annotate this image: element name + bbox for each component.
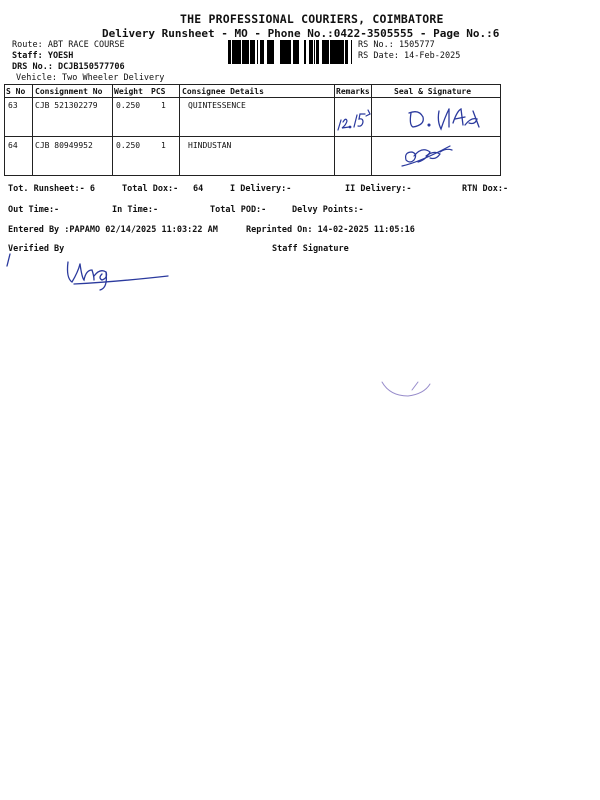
barcode-bar bbox=[326, 40, 328, 64]
barcode-bar bbox=[263, 40, 264, 64]
barcode-bar bbox=[310, 40, 311, 64]
barcode-bar bbox=[316, 40, 317, 64]
document-subtitle: Delivery Runsheet - MO - Phone No.:0422-3505555 - Page No.:6 bbox=[102, 27, 500, 40]
barcode-bar bbox=[268, 40, 269, 64]
row-1-consignee: QUINTESSENCE bbox=[188, 101, 246, 110]
row-1-pcs: 1 bbox=[161, 101, 166, 110]
barcode-bar bbox=[304, 40, 305, 64]
in-time: In Time:- bbox=[112, 205, 159, 215]
i-delivery: I Delivery:- bbox=[230, 184, 292, 194]
barcode-bar bbox=[238, 40, 240, 64]
verified-by-signature bbox=[4, 252, 174, 292]
barcode-bar bbox=[230, 40, 231, 64]
barcode-bar bbox=[328, 40, 329, 64]
entered-by: Entered By :PAPAMO 02/14/2025 11:03:22 AM bbox=[8, 225, 218, 235]
barcode-bar bbox=[351, 40, 352, 64]
barcode-bar bbox=[284, 40, 287, 64]
barcode-bar bbox=[269, 40, 271, 64]
drs-number: DRS No.: DCJB150577706 bbox=[12, 62, 125, 72]
header-consignment: Consignment No bbox=[35, 87, 103, 96]
barcode-bar bbox=[228, 40, 229, 64]
staff-label: Staff: YOESH bbox=[12, 51, 74, 61]
barcode-bar bbox=[305, 40, 306, 64]
barcode-bar bbox=[341, 40, 344, 64]
barcode-bar bbox=[250, 40, 251, 64]
barcode-bar bbox=[229, 40, 230, 64]
barcode-bar bbox=[267, 40, 268, 64]
rs-date: RS Date: 14-Feb-2025 bbox=[358, 51, 461, 61]
row-1-weight: 0.250 bbox=[116, 101, 141, 110]
staff-signature-label: Staff Signature bbox=[272, 244, 349, 254]
barcode-bar bbox=[244, 40, 246, 64]
barcode-bar bbox=[312, 40, 313, 64]
barcode-bar bbox=[253, 40, 255, 64]
stray-mark-stamp bbox=[378, 376, 434, 400]
verified-by-label: Verified By bbox=[8, 244, 65, 254]
barcode-bar bbox=[295, 40, 298, 64]
row-2-sno: 64 bbox=[8, 141, 18, 150]
barcode-bar bbox=[330, 40, 331, 64]
row-2-consignee: HINDUSTAN bbox=[188, 141, 232, 150]
seal-signature-row-2 bbox=[400, 140, 460, 170]
barcode-bar bbox=[317, 40, 318, 64]
barcode-bar bbox=[240, 40, 241, 64]
barcode-bar bbox=[334, 40, 335, 64]
barcode-bar bbox=[262, 40, 263, 64]
barcode-bar bbox=[287, 40, 289, 64]
total-pod: Total POD:- bbox=[210, 205, 267, 215]
barcode-bar bbox=[309, 40, 310, 64]
barcode-bar bbox=[260, 40, 262, 64]
rtn-dox: RTN Dox:- bbox=[462, 184, 509, 194]
delvy-points: Delvy Points:- bbox=[292, 205, 364, 215]
header-weight: Weight bbox=[114, 87, 143, 96]
barcode-bar bbox=[242, 40, 244, 64]
ii-delivery: II Delivery:- bbox=[345, 184, 412, 194]
rs-number: RS No.: 1505777 bbox=[358, 40, 435, 50]
barcode-bar bbox=[325, 40, 326, 64]
barcode-bar bbox=[232, 40, 234, 64]
row-2-consignment: CJB 80949952 bbox=[35, 141, 93, 150]
barcode-bar bbox=[234, 40, 237, 64]
barcode-bar bbox=[280, 40, 282, 64]
seal-signature-row-1 bbox=[405, 103, 495, 135]
barcode-bar bbox=[282, 40, 283, 64]
barcode-bar bbox=[335, 40, 338, 64]
barcode-bar bbox=[289, 40, 291, 64]
barcode-bar bbox=[322, 40, 325, 64]
row-1-sno: 63 bbox=[8, 101, 18, 110]
header-remarks: Remarks bbox=[336, 87, 370, 96]
barcode-bar bbox=[283, 40, 284, 64]
barcode bbox=[228, 40, 354, 64]
handwritten-remark-1215 bbox=[332, 100, 372, 140]
barcode-bar bbox=[246, 40, 249, 64]
reprinted-on: Reprinted On: 14-02-2025 11:05:16 bbox=[246, 225, 415, 235]
tot-runsheet: Tot. Runsheet:- 6 bbox=[8, 184, 95, 194]
document-title: THE PROFESSIONAL COURIERS, COIMBATORE bbox=[180, 12, 444, 26]
vehicle-label: Vehicle: Two Wheeler Delivery bbox=[16, 73, 165, 83]
barcode-bar bbox=[271, 40, 272, 64]
row-2-pcs: 1 bbox=[161, 141, 166, 150]
barcode-bar bbox=[345, 40, 348, 64]
barcode-bar bbox=[314, 40, 315, 64]
total-dox-value: 64 bbox=[193, 184, 204, 194]
header-seal-signature: Seal & Signature bbox=[394, 87, 472, 96]
barcode-bar bbox=[331, 40, 334, 64]
barcode-bar bbox=[298, 40, 299, 64]
header-pcs: PCS bbox=[151, 87, 166, 96]
row-1-consignment: CJB 521302279 bbox=[35, 101, 98, 110]
barcode-bar bbox=[251, 40, 253, 64]
barcode-bar bbox=[272, 40, 274, 64]
barcode-bar bbox=[237, 40, 238, 64]
barcode-bar bbox=[318, 40, 319, 64]
row-2-weight: 0.250 bbox=[116, 141, 141, 150]
out-time: Out Time:- bbox=[8, 205, 60, 215]
total-dox-label: Total Dox:- bbox=[122, 184, 179, 194]
barcode-bar bbox=[257, 40, 258, 64]
route-label: Route: ABT RACE COURSE bbox=[12, 40, 125, 50]
barcode-bar bbox=[338, 40, 341, 64]
header-consignee: Consignee Details bbox=[182, 87, 264, 96]
barcode-bar bbox=[293, 40, 295, 64]
header-sno: S No bbox=[6, 87, 26, 96]
barcode-bar bbox=[311, 40, 312, 64]
